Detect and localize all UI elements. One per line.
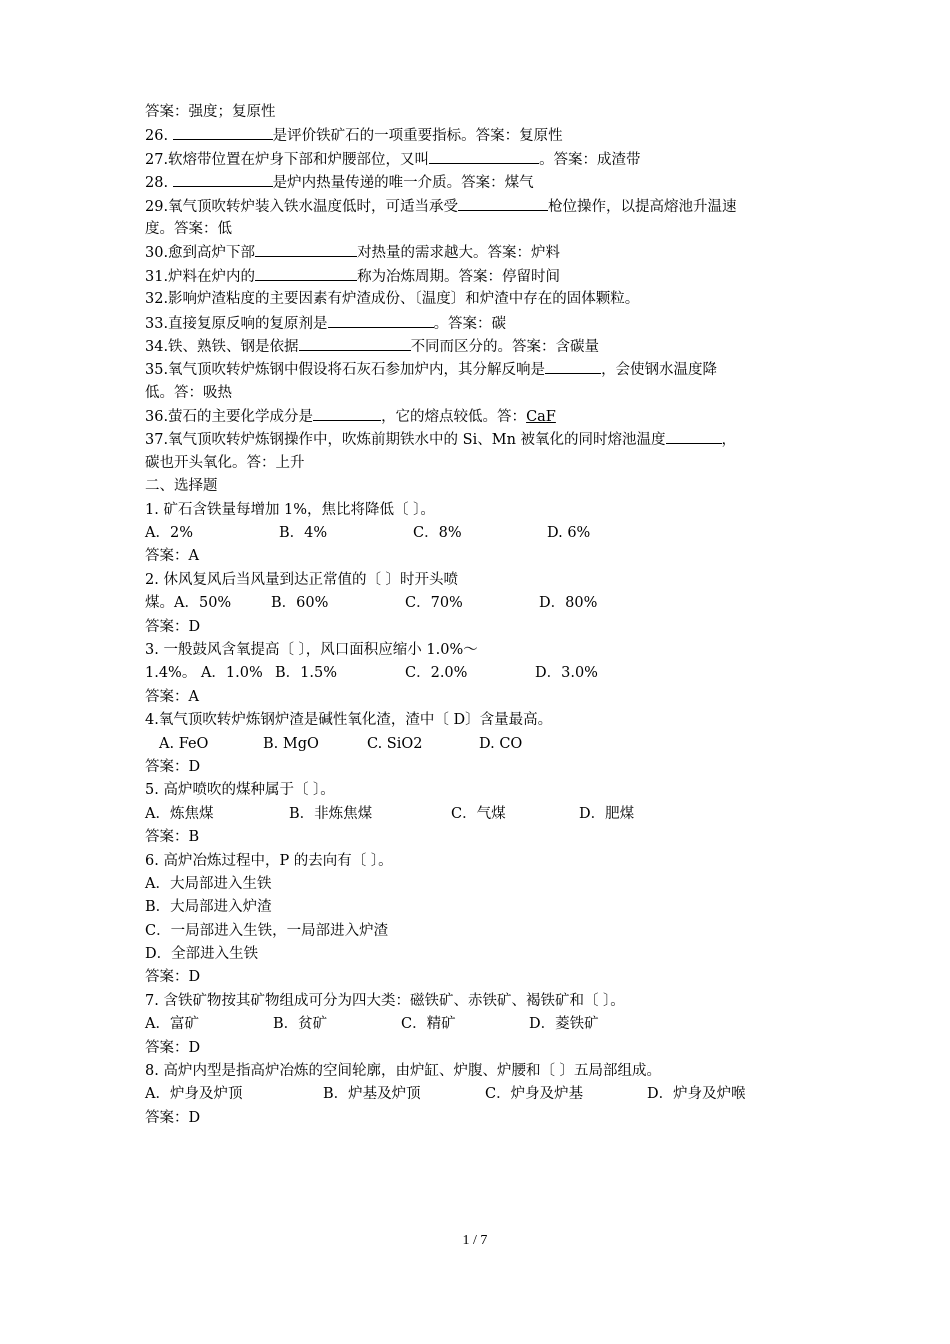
- question-26: 26. 是评价铁矿石的一项重要指标。答案：复原性: [145, 124, 815, 147]
- choice-question-8: 8. 高炉内型是指高炉冶炼的空间轮廓，由炉缸、炉腹、炉腰和〔 〕五局部组成。: [145, 1063, 662, 1080]
- answer-line: 答案：B: [145, 829, 200, 846]
- choice-question-4: 4.氧气顶吹转炉炼钢炉渣是碱性氧化渣，渣中〔 D〕含量最高。: [145, 712, 553, 729]
- question-37-cont: 碳也开头氧化。答：上升: [145, 454, 305, 471]
- question-28: 28. 是炉内热量传递的唯一介质。答案：煤气: [145, 171, 815, 194]
- answer-line: 答案：D: [145, 758, 201, 775]
- choice-question-7: 7. 含铁矿物按其矿物组成可分为四大类：磁铁矿、赤铁矿、褐铁矿和〔 〕。: [145, 992, 625, 1009]
- answer-line: 答案：强度；复原性: [145, 104, 276, 120]
- fill-blank: [255, 241, 357, 257]
- question-34: 34.铁、熟铁、钢是依据 不同而区分的。答案：含碳量: [145, 335, 815, 358]
- choice-options-2: 煤。A．50% B．60% C．70% D．80%: [145, 595, 598, 612]
- question-30: 30.愈到高炉下部 对热量的需求越大。答案：炉料: [145, 241, 815, 264]
- choice-options-5: A．炼焦煤 B．非炼焦煤 C．气煤 D．肥煤: [145, 805, 635, 822]
- answer-line: 答案：A: [145, 688, 199, 705]
- answer-line: 答案：A: [145, 548, 199, 565]
- fill-blank: [255, 265, 357, 281]
- fill-blank: [173, 124, 273, 140]
- choice-options-1: A．2% B．4% C．8% D. 6%: [145, 525, 591, 542]
- question-33: 33.直接复原反响的复原剂是 。答案：碳: [145, 312, 815, 335]
- choice-option: C．一局部进入生铁，一局部进入炉渣: [145, 922, 389, 939]
- question-37: 37.氧气顶吹转炉炼钢操作中，吹炼前期铁水中的 Si、Mn 被氧化的同时熔池温度 ，: [145, 428, 815, 451]
- question-31: 31.炉料在炉内的 称为冶炼周期。答案：停留时间: [145, 265, 815, 288]
- fill-blank: [299, 335, 411, 351]
- choice-option: B．大局部进入炉渣: [145, 899, 272, 916]
- fill-blank: [173, 171, 273, 187]
- question-36: 36.萤石的主要化学成分是 ，它的熔点较低。答：CaF: [145, 405, 815, 428]
- fill-blank: [429, 148, 539, 164]
- section-heading: 二、选择题: [145, 478, 218, 495]
- choice-question-3: 3. 一般鼓风含氧提高〔 〕，风口面积应缩小 1.0%～: [145, 641, 478, 658]
- choice-question-5: 5. 高炉喷吹的煤种属于〔 〕。: [145, 782, 335, 799]
- choice-question-2: 2. 休风复风后当风量到达正常值的〔 〕时开头喷: [145, 571, 459, 588]
- choice-options-4: A. FeO B. MgO C. SiO2 D. CO: [159, 735, 523, 752]
- document-body: [145, 101, 815, 1130]
- choice-options-3: 1.4%。 A．1.0% B．1.5% C．2.0% D．3.0%: [145, 665, 598, 682]
- choice-options-8: A．炉身及炉顶 B．炉基及炉顶 C．炉身及炉基 D．炉身及炉喉: [145, 1086, 746, 1103]
- page-number: 1 / 7: [462, 1233, 488, 1248]
- question-27: 27.软熔带位置在炉身下部和炉腰部位，又叫 。答案：成渣带: [145, 148, 815, 171]
- answer-line: 答案：D: [145, 1039, 201, 1056]
- choice-option: A．大局部进入生铁: [145, 875, 272, 892]
- question-32: 32.影响炉渣粘度的主要因素有炉渣成份、〔温度〕和炉渣中存在的固体颗粒。: [145, 291, 640, 308]
- question-35: 35.氧气顶吹转炉炼钢中假设将石灰石参加炉内，其分解反响是 ，会使钢水温度降: [145, 358, 815, 381]
- fill-blank: [545, 358, 601, 374]
- fill-blank: [328, 312, 434, 328]
- fill-blank: [313, 405, 381, 421]
- choice-options-7: A．富矿 B．贫矿 C．精矿 D．菱铁矿: [145, 1016, 599, 1033]
- choice-question-1: 1. 矿石含铁量每增加 1%，焦比将降低〔 〕。: [145, 501, 435, 518]
- question-35-cont: 低。答：吸热: [145, 384, 232, 401]
- question-29: 29.氧气顶吹转炉装入铁水温度低时，可适当承受 枪位操作，以提高熔池升温速: [145, 195, 815, 218]
- fill-blank: [666, 428, 722, 444]
- answer-line: 答案：D: [145, 969, 201, 986]
- answer-line: 答案：D: [145, 618, 201, 635]
- fill-blank: [458, 195, 548, 211]
- choice-option: D．全部进入生铁: [145, 946, 259, 963]
- choice-question-6: 6. 高炉冶炼过程中，P 的去向有〔 〕。: [145, 852, 393, 869]
- question-29-cont: 度。答案：低: [145, 220, 232, 237]
- answer-line: 答案：D: [145, 1109, 201, 1126]
